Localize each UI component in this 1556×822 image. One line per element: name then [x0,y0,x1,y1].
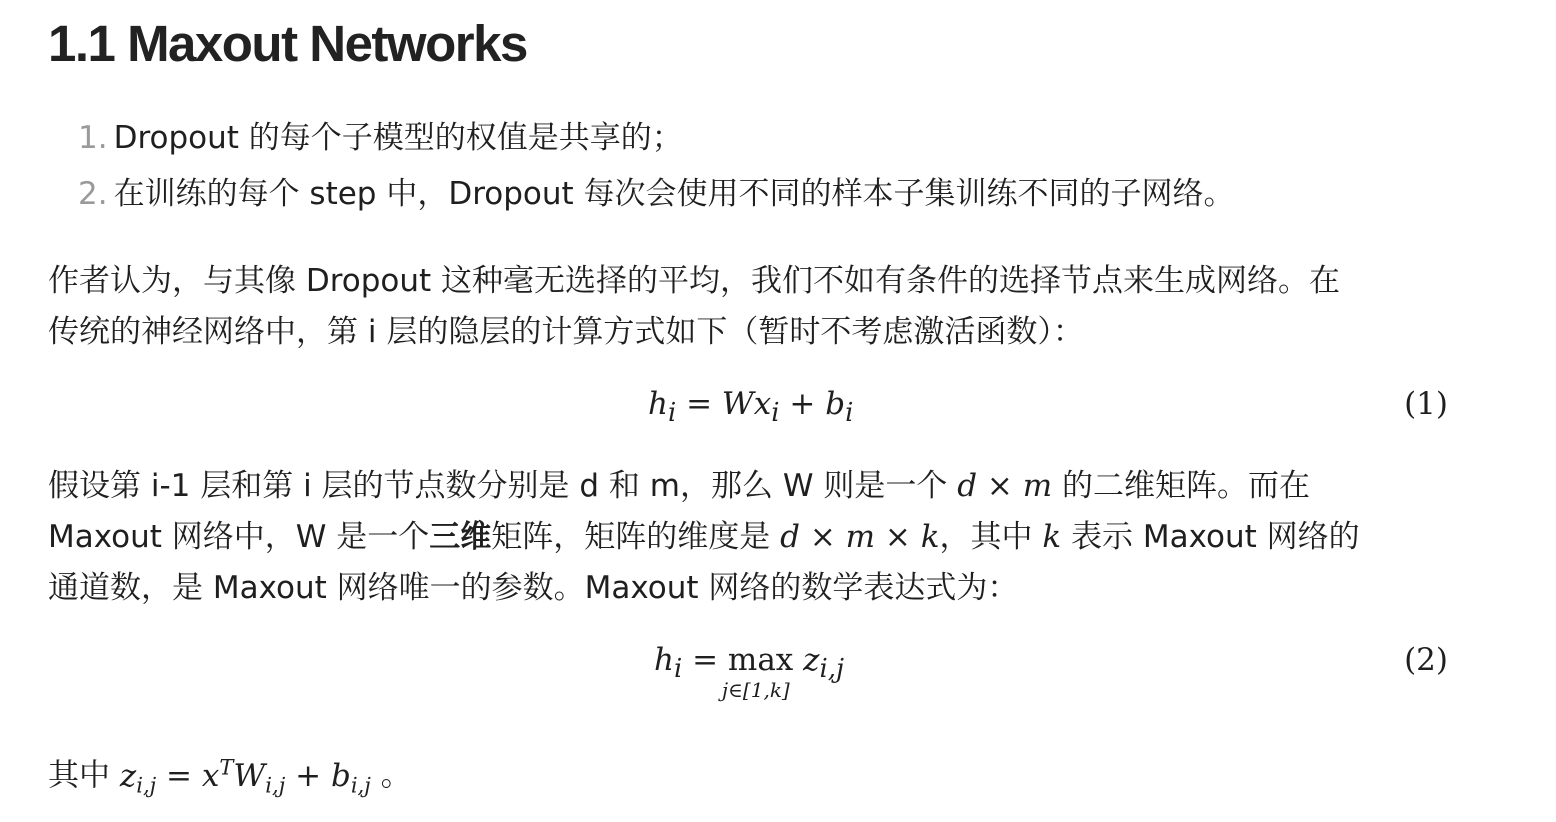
inline-math: k [1042,519,1062,555]
paragraph-line: 传统的神经网络中，第 i 层的隐层的计算方式如下（暂时不考虑激活函数）： [48,314,1084,350]
paragraph-line: 其中 $z_{i,j} = x^TW_{i,j} + b_{i,j}$ 。 [48,754,412,797]
list-text: 在训练的每个 step 中，Dropout 每次会使用不同的样本子集训练不同的子网络。 [113,176,1235,212]
list-item [78,114,1235,170]
equation-1-number: (1) [1404,386,1448,422]
paragraph-line: 作者认为，与其像 Dropout 这种毫无选择的平均，我们不如有条件的选择节点来生成网络。在 [48,263,1341,299]
inline-math: d × m × k [780,519,940,555]
paragraph-line: 通道数，是 Maxout 网络唯一的参数。Maxout 网络的数学表达式为： [48,570,1019,606]
paragraph-definition [48,741,412,810]
equation-2-formula: $h_i = \max$ j∈[1,k] $z_{i,j}$ [654,642,844,702]
paragraph-intro [48,256,1340,358]
list-number: 1. [78,120,108,156]
equation-1-formula: $h_i = Wx_i + b_i$ [648,386,854,429]
equation-2 [48,642,1448,702]
inline-math: d × m [957,468,1053,504]
inline-math: $z_{i,j} = x^TW_{i,j} + b_{i,j}$ [119,754,371,797]
equation-1 [48,386,1448,446]
ordered-list [78,114,1235,226]
paragraph-maxout [48,461,1360,614]
list-text: Dropout 的每个子模型的权值是共享的； [113,120,683,156]
equation-2-number: (2) [1404,642,1448,678]
max-operator: max j∈[1,k] [721,642,794,702]
bold-text: 三维 [429,519,492,555]
max-subscript: j∈[1,k] [721,678,790,702]
list-number: 2. [78,176,108,212]
paragraph-line: 假设第 i-1 层和第 i 层的节点数分别是 d 和 m，那么 W 则是一个 d × m 的二维矩阵。而在 [48,468,1310,504]
section-title: 1.1 Maxout Networks [48,15,527,72]
list-item [78,170,1235,226]
paragraph-line: Maxout 网络中，W 是一个三维矩阵，矩阵的维度是 d × m × k，其中 k 表示 Maxout 网络的 [48,519,1360,555]
